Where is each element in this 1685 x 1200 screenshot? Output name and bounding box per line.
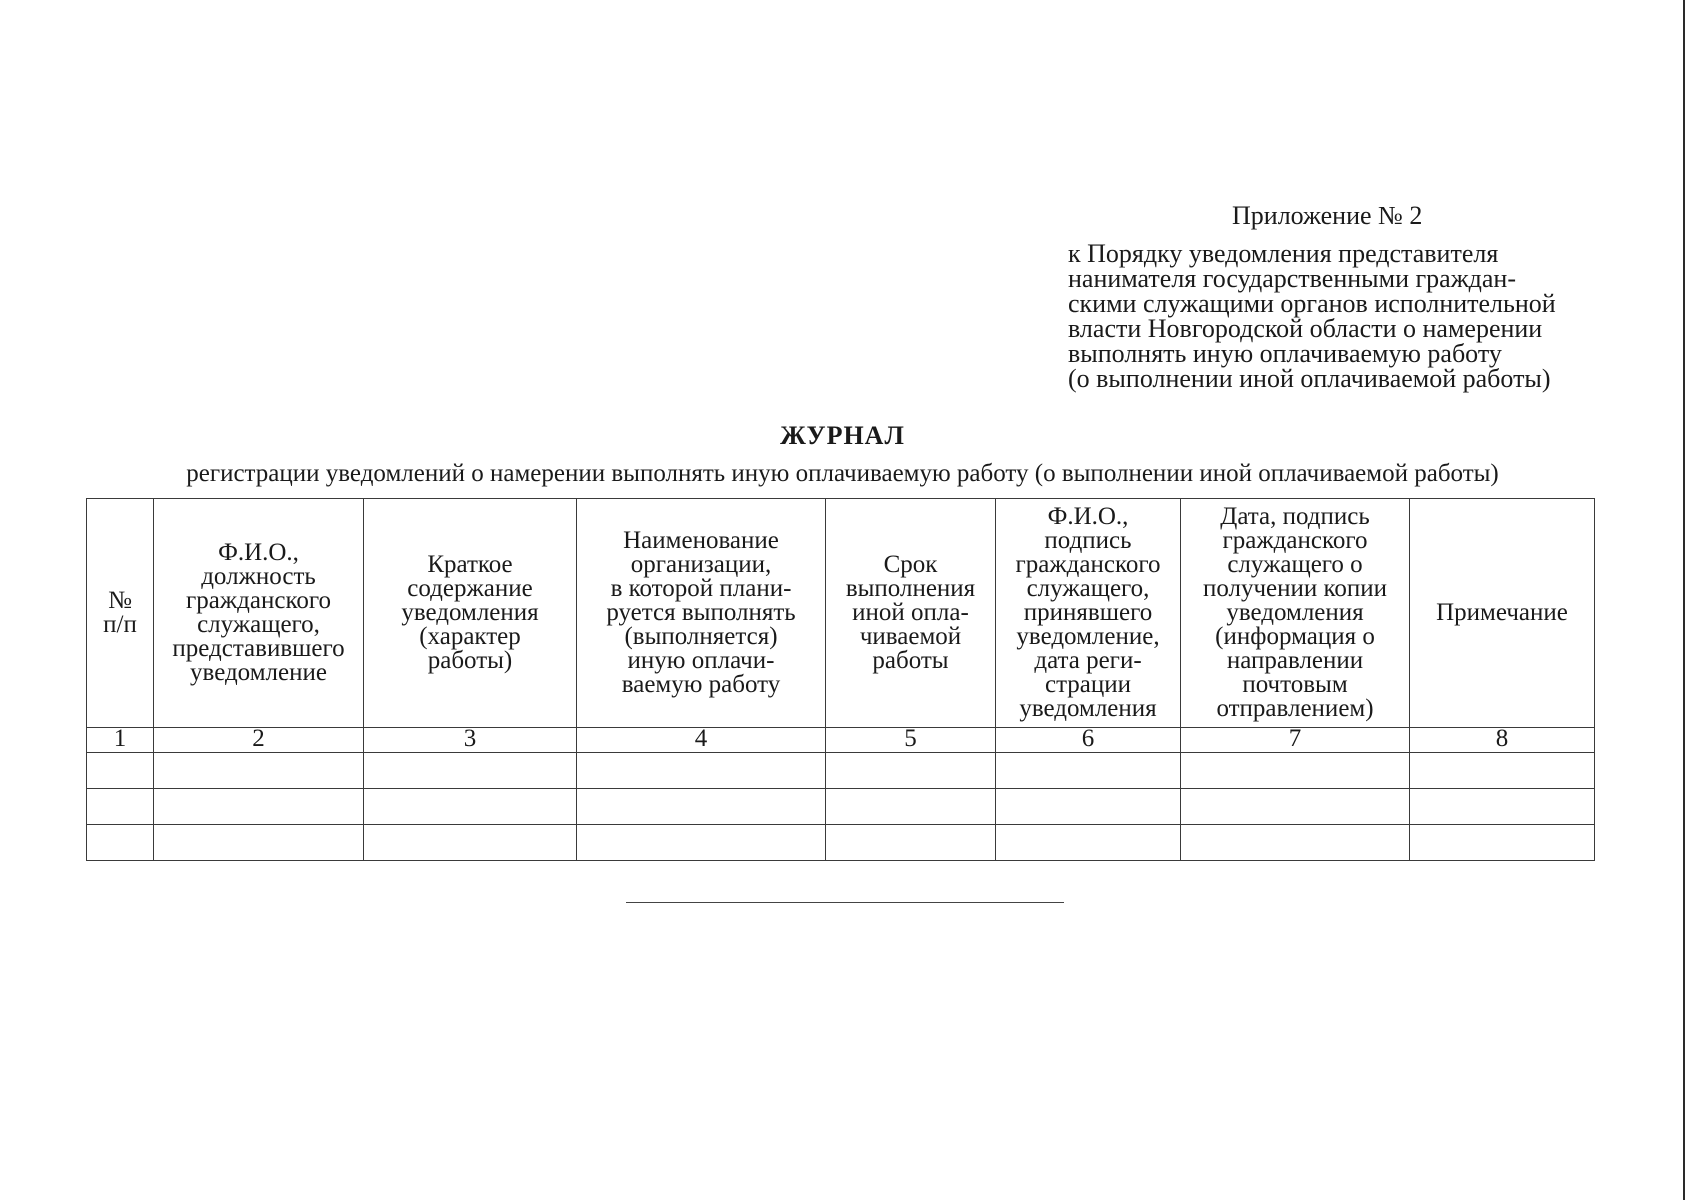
column-header-1 [87, 499, 154, 728]
table-cell [364, 753, 577, 789]
column-number-8: 8 [1410, 728, 1595, 753]
appendix-subtitle-line: к Порядку уведомления представителя [1068, 239, 1499, 268]
column-header-line: уведомления [1019, 695, 1157, 722]
table-cell [996, 753, 1181, 789]
column-number-row [87, 728, 1595, 753]
bottom-rule [626, 902, 1064, 903]
appendix-subtitle [1068, 241, 1588, 391]
column-header-line: подпись [1044, 527, 1132, 554]
column-number-1: 1 [87, 728, 154, 753]
column-header-line: страции [1044, 671, 1132, 698]
column-header-line: служащего, [1026, 575, 1150, 602]
column-header-line: гражданского [1222, 527, 1368, 554]
table-cell [826, 789, 996, 825]
table-cell [577, 753, 826, 789]
table-cell [1181, 753, 1410, 789]
column-header-line: уведомление, [1016, 623, 1160, 650]
table-cell [996, 789, 1181, 825]
column-header-line: содержание [407, 575, 533, 602]
table-cell [577, 825, 826, 861]
column-number-3: 3 [364, 728, 577, 753]
column-header-line: (информация о [1215, 623, 1375, 650]
appendix-subtitle-line: власти Новгородской области о намерении [1068, 314, 1543, 343]
column-number-2: 2 [154, 728, 364, 753]
column-header-line: дата реги- [1034, 647, 1142, 674]
column-number-4: 4 [577, 728, 826, 753]
column-header-line: Краткое [427, 551, 513, 578]
column-header-4 [577, 499, 826, 728]
table-cell [364, 825, 577, 861]
appendix-subtitle-line: выполнять иную оплачиваемую работу [1068, 339, 1502, 368]
column-header-line: ваемую работу [621, 671, 781, 698]
table-cell [996, 825, 1181, 861]
column-header-line: иной опла- [852, 599, 969, 626]
table-cell [87, 825, 154, 861]
column-header-line: гражданского [186, 587, 331, 614]
table-cell [1410, 753, 1595, 789]
table-cell [1181, 789, 1410, 825]
column-header-5 [826, 499, 996, 728]
column-header-line: принявшего [1023, 599, 1153, 626]
column-header-line: уведомления [1226, 599, 1364, 626]
column-header-line: работы) [427, 647, 513, 674]
table-cell [154, 753, 364, 789]
column-header-line: представившего [172, 635, 345, 662]
column-header-line: служащего, [197, 611, 320, 638]
column-header-line: чиваемой [859, 623, 962, 650]
table-cell [1410, 825, 1595, 861]
table-cell [577, 789, 826, 825]
column-number-7: 7 [1181, 728, 1410, 753]
column-header-line: Ф.И.О., [1047, 503, 1129, 530]
column-header-line: Ф.И.О., [218, 539, 299, 566]
table-row [87, 825, 1595, 861]
register-table [86, 498, 1595, 861]
column-header-line: выполнения [845, 575, 976, 602]
table-cell [87, 789, 154, 825]
column-header-8 [1410, 499, 1595, 728]
table-cell [826, 753, 996, 789]
column-header-line: (выполняется) [624, 623, 778, 650]
appendix-subtitle-line: (о выполнении иной оплачиваемой работы) [1068, 364, 1551, 393]
column-header-line: организации, [630, 551, 772, 578]
column-header-line: № [108, 587, 132, 614]
column-header-line: служащего о [1227, 551, 1363, 578]
column-header-line: Срок [883, 551, 938, 578]
appendix-subtitle-line: нанимателя государственными граждан- [1068, 264, 1516, 293]
column-header-line: Наименование [623, 527, 779, 554]
table-row [87, 753, 1595, 789]
column-number-5: 5 [826, 728, 996, 753]
column-header-3 [364, 499, 577, 728]
appendix-number: Приложение № 2 [1232, 201, 1423, 230]
appendix-subtitle-line: скими служащими органов исполнительной [1068, 289, 1556, 318]
column-header-line: руется выполнять [606, 599, 796, 626]
table-cell [826, 825, 996, 861]
column-header-line: почтовым [1242, 671, 1348, 698]
column-header-line: п/п [103, 611, 137, 638]
column-header-line: в которой плани- [610, 575, 792, 602]
table-cell [154, 789, 364, 825]
table-cell [87, 753, 154, 789]
column-header-line: должность [201, 563, 316, 590]
column-header-7 [1181, 499, 1410, 728]
column-header-line: гражданского [1015, 551, 1161, 578]
table-cell [154, 825, 364, 861]
column-header-6 [996, 499, 1181, 728]
column-header-line: иную оплачи- [627, 647, 775, 674]
table-cell [1181, 825, 1410, 861]
journal-subtitle: регистрации уведомлений о намерении выполнять иную оплачиваемую работу (о выполнении иной оплачиваемой работы) [186, 460, 1499, 487]
table-cell [1410, 789, 1595, 825]
column-header-line: работы [872, 647, 949, 674]
column-header-line: получении копии [1202, 575, 1388, 602]
column-header-line: Примечание [1436, 599, 1568, 626]
column-header-line: направлении [1226, 647, 1364, 674]
journal-title: ЖУРНАЛ [780, 421, 905, 450]
column-header-line: уведомления [401, 599, 539, 626]
column-header-line: отправлением) [1216, 695, 1374, 722]
header-row [87, 499, 1595, 728]
column-header-line: (характер [419, 623, 521, 650]
column-number-6: 6 [996, 728, 1181, 753]
table-row [87, 789, 1595, 825]
table-cell [364, 789, 577, 825]
column-header-2 [154, 499, 364, 728]
column-header-line: Дата, подпись [1220, 503, 1370, 530]
column-header-line: уведомление [190, 659, 327, 686]
